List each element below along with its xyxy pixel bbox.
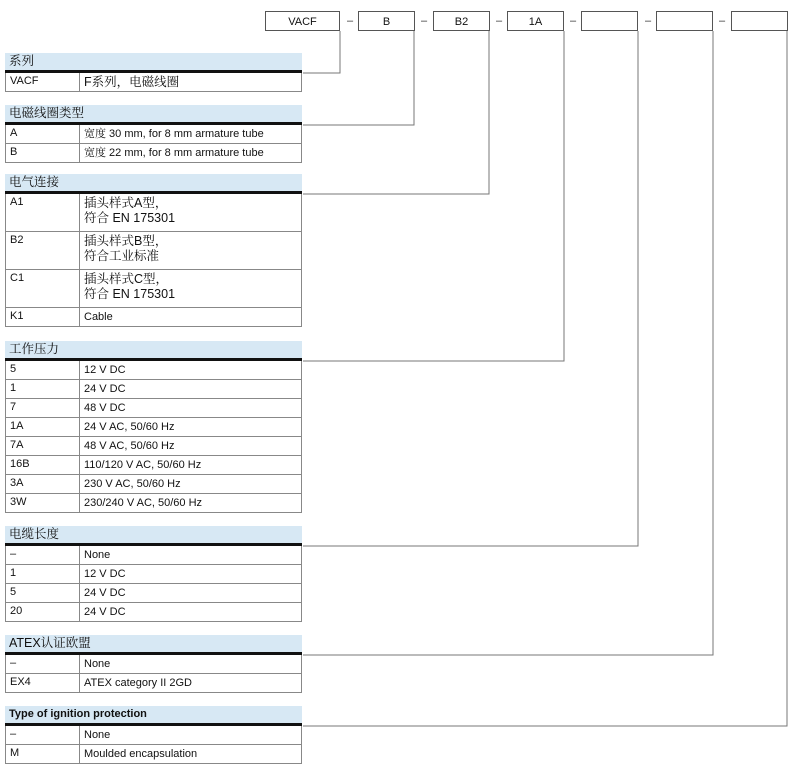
- row-code: B2: [6, 232, 80, 269]
- section-title: ATEX认证欧盟: [5, 635, 302, 655]
- table-row: [5, 456, 302, 475]
- row-desc: [80, 270, 301, 307]
- row-desc: 24 V DC: [84, 383, 126, 395]
- row-code: –: [6, 546, 80, 564]
- row-desc-line2: 符合 EN 175301: [84, 287, 176, 301]
- row-desc: 24 V AC, 50/60 Hz: [84, 421, 175, 433]
- table-row: [5, 194, 302, 232]
- row-code: 1A: [6, 418, 80, 436]
- row-code: 16B: [6, 456, 80, 474]
- row-code: M: [6, 745, 80, 763]
- table-row: [5, 232, 302, 270]
- row-code: A1: [6, 194, 80, 231]
- section-title: 工作压力: [5, 341, 302, 361]
- table-row: [5, 584, 302, 603]
- code-box-series: VACF: [265, 11, 340, 31]
- row-desc: 24 V DC: [84, 587, 126, 599]
- row-desc-line2: 符合 EN 175301: [84, 211, 176, 225]
- connector-coil-type: [303, 31, 414, 125]
- table-row: [5, 546, 302, 565]
- table-row: [5, 73, 302, 92]
- connector-electrical: [303, 31, 489, 194]
- row-code: –: [6, 726, 80, 744]
- connector-cable-length: [303, 31, 638, 546]
- section-title: 系列: [5, 53, 302, 73]
- table-row: [5, 125, 302, 144]
- code-dash: –: [420, 15, 428, 27]
- section-ignition-protection: [5, 706, 302, 764]
- code-dash: –: [569, 15, 577, 27]
- table-row: [5, 270, 302, 308]
- row-desc: 12 V DC: [84, 568, 126, 580]
- row-desc: 24 V DC: [84, 606, 126, 618]
- section-electrical-connection: [5, 174, 302, 327]
- row-desc: 48 V AC, 50/60 Hz: [84, 440, 175, 452]
- row-code: C1: [6, 270, 80, 307]
- section-title: Type of ignition protection: [5, 706, 302, 726]
- row-desc-line1: 插头样式B型，: [84, 234, 168, 248]
- code-box-coil-type: B: [358, 11, 415, 31]
- row-code: 1: [6, 380, 80, 398]
- row-desc-line1: 插头样式A型，: [84, 196, 168, 210]
- code-dash: –: [495, 15, 503, 27]
- row-desc: None: [84, 549, 111, 561]
- order-code-row: [0, 11, 790, 35]
- row-desc: ATEX category II 2GD: [84, 677, 193, 689]
- table-row: [5, 674, 302, 693]
- row-desc: 宽度 30 mm, for 8 mm armature tube: [84, 128, 264, 140]
- connector-series: [303, 31, 340, 73]
- code-dash: –: [644, 15, 652, 27]
- row-code: A: [6, 125, 80, 143]
- table-row: [5, 437, 302, 456]
- row-desc: None: [84, 729, 111, 741]
- row-code: EX4: [6, 674, 80, 692]
- row-desc: 48 V DC: [84, 402, 126, 414]
- code-dash: –: [718, 15, 726, 27]
- connector-pressure: [303, 31, 564, 361]
- section-cable-length: [5, 526, 302, 622]
- row-desc: 230/240 V AC, 50/60 Hz: [84, 497, 203, 509]
- table-row: [5, 655, 302, 674]
- code-box-atex: [656, 11, 713, 31]
- code-box-pressure: 1A: [507, 11, 564, 31]
- row-desc: 110/120 V AC, 50/60 Hz: [84, 459, 202, 471]
- table-row: [5, 361, 302, 380]
- code-box-cable-length: [581, 11, 638, 31]
- table-row: [5, 380, 302, 399]
- code-dash: –: [346, 15, 354, 27]
- section-title: 电磁线圈类型: [5, 105, 302, 125]
- code-box-electrical: B2: [433, 11, 490, 31]
- section-series: [5, 53, 302, 92]
- section-title: 电气连接: [5, 174, 302, 194]
- table-row: [5, 565, 302, 584]
- section-atex: [5, 635, 302, 693]
- row-code: 1: [6, 565, 80, 583]
- table-row: [5, 399, 302, 418]
- row-desc-line1: 插头样式C型，: [84, 272, 169, 286]
- row-code: K1: [6, 308, 80, 326]
- table-row: [5, 144, 302, 163]
- section-coil-type: [5, 105, 302, 163]
- row-desc: [80, 194, 301, 231]
- table-row: [5, 603, 302, 622]
- row-desc: 12 V DC: [84, 364, 126, 376]
- row-desc: None: [84, 658, 111, 670]
- row-desc: 宽度 22 mm, for 8 mm armature tube: [84, 147, 264, 159]
- table-row: [5, 418, 302, 437]
- connector-atex: [303, 31, 713, 655]
- table-row: [5, 308, 302, 327]
- table-row: [5, 745, 302, 764]
- table-row: [5, 726, 302, 745]
- section-title: 电缆长度: [5, 526, 302, 546]
- row-desc: [80, 232, 301, 269]
- row-code: 3A: [6, 475, 80, 493]
- section-operating-pressure: [5, 341, 302, 513]
- row-desc: 230 V AC, 50/60 Hz: [84, 478, 181, 490]
- connector-ignition: [303, 31, 787, 726]
- row-code: 7: [6, 399, 80, 417]
- code-box-ignition: [731, 11, 788, 31]
- row-code: 7A: [6, 437, 80, 455]
- row-code: 5: [6, 584, 80, 602]
- row-code: 5: [6, 361, 80, 379]
- row-desc: F系列，电磁线圈: [84, 75, 180, 89]
- table-row: [5, 475, 302, 494]
- row-code: 3W: [6, 494, 80, 512]
- row-desc: Moulded encapsulation: [84, 748, 198, 760]
- row-desc: Cable: [84, 311, 113, 323]
- row-code: VACF: [6, 73, 80, 91]
- row-code: 20: [6, 603, 80, 621]
- row-code: –: [6, 655, 80, 673]
- row-desc-line2: 符合工业标准: [84, 249, 160, 263]
- table-row: [5, 494, 302, 513]
- row-code: B: [6, 144, 80, 162]
